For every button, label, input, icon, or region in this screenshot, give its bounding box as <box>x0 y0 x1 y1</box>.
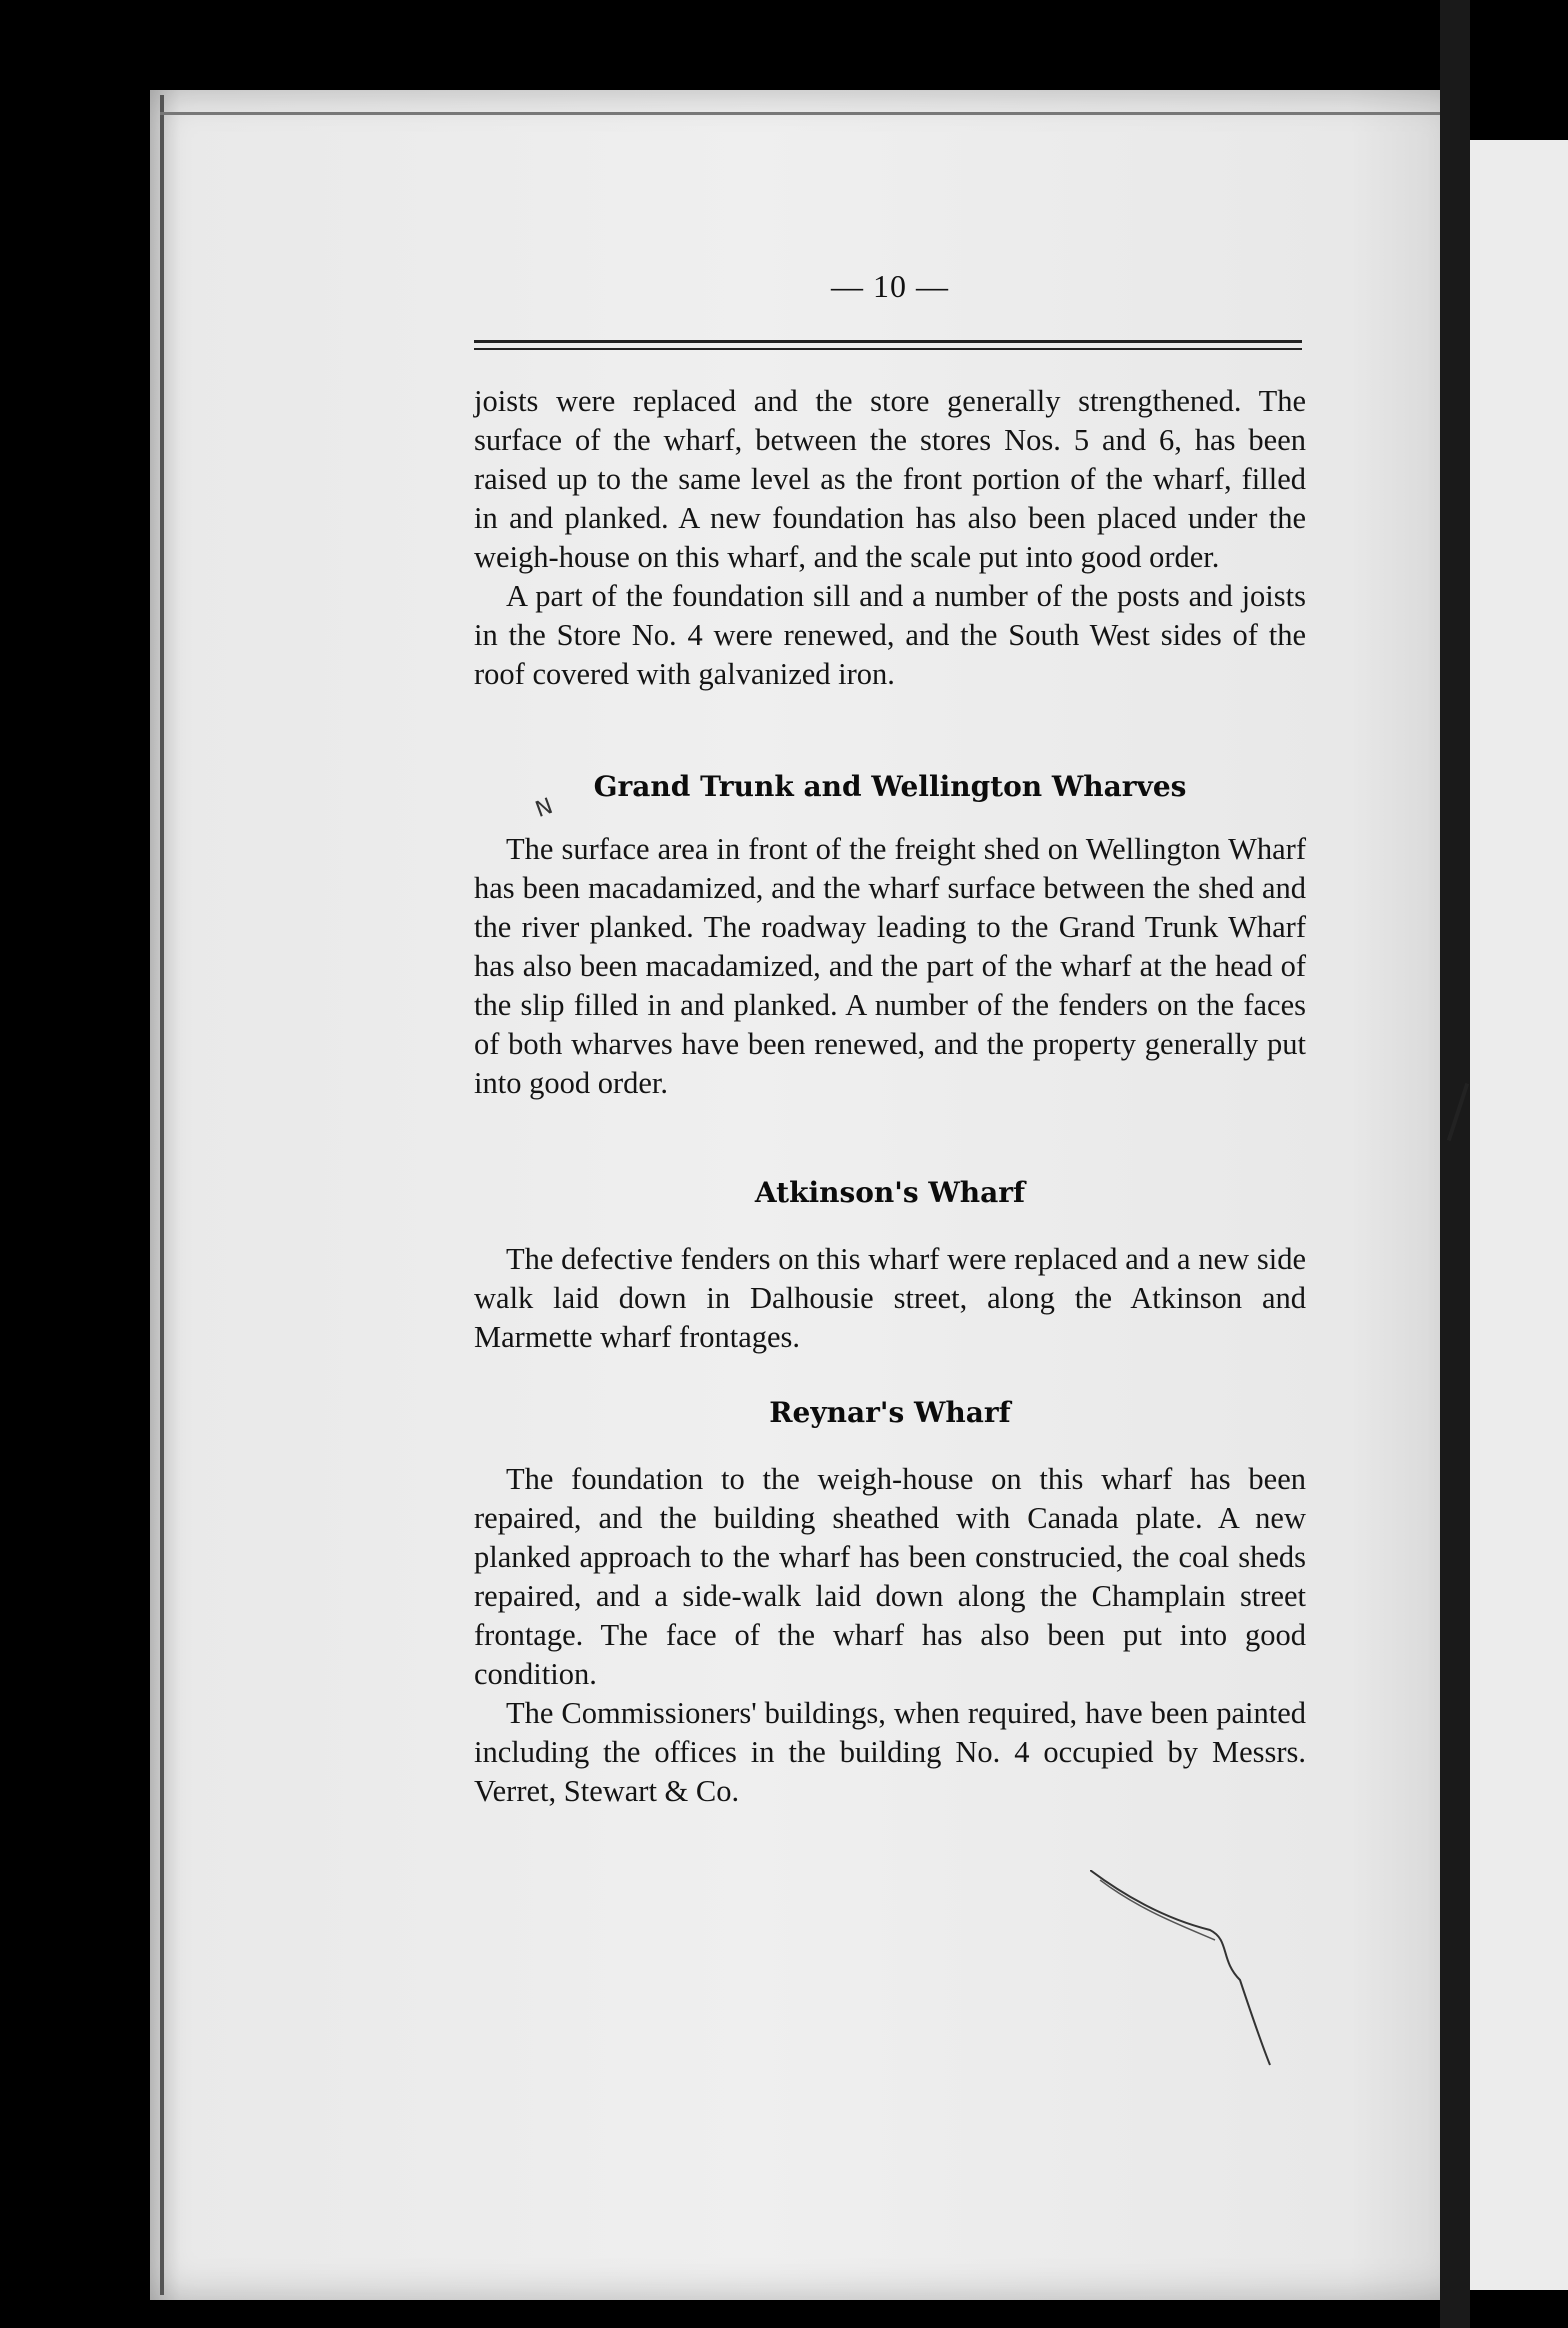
intro-text <box>474 382 1306 694</box>
paragraph: The foundation to the weigh-house on this wharf has been repaired, and the building sheathed with Canada plate. A new planked approach to the wharf has been construcied, the coal sheds repaired, and a side-walk laid down along the Champlain street frontage. The face of the wharf has also been put into good condition. <box>474 1462 1306 1691</box>
binding-shadow <box>1440 0 1470 2328</box>
handwritten-annotation: N <box>532 793 557 824</box>
paragraph: A part of the foundation sill and a number of the posts and joists in the Store No. 4 were renewed, and the South West sides of the roof covered with galvanized iron. <box>474 579 1306 691</box>
paragraph: The Commissioners' buildings, when required, have been painted including the offices in the building No. 4 occupied by Messrs. Verret, Stewart & Co. <box>474 1696 1306 1808</box>
section-text <box>474 1460 1306 1811</box>
page-top-edge <box>160 112 1450 115</box>
paragraph: The defective fenders on this wharf were replaced and a new side walk laid down in Dalhousie street, along the Atkinson and Marmette wharf frontages. <box>474 1242 1306 1354</box>
section-heading: Atkinson's Wharf <box>754 1176 1026 1209</box>
header-rule-thin <box>474 348 1302 350</box>
page-left-edge <box>160 95 164 2295</box>
section-text <box>474 1240 1306 1357</box>
adjacent-page-edge <box>1470 140 1568 2290</box>
section-heading: Grand Trunk and Wellington Wharves <box>593 770 1187 803</box>
paragraph: The surface area in front of the freight shed on Wellington Wharf has been macadamized, and the wharf surface between the shed and the river planked. The roadway leading to the Grand Trunk Wharf has also been macadamized, and the part of the wharf at the head of the slip filled in and planked. A number of the fenders on the faces of both wharves have been renewed, and the property generally put into good order. <box>474 832 1306 1100</box>
section-text <box>474 830 1306 1103</box>
header-rule-thick <box>474 340 1302 343</box>
paragraph: joists were replaced and the store generally strengthened. The surface of the wharf, between the stores Nos. 5 and 6, has been raised up to the same level as the front portion of the wharf, filled in and planked. A new foundation has also been placed under the weigh-house on this wharf, and the scale put into good order. <box>474 384 1306 574</box>
page-number: — 10 — <box>831 268 949 304</box>
pencil-squiggle-mark <box>1090 1870 1290 2070</box>
section-heading: Reynar's Wharf <box>769 1396 1011 1429</box>
